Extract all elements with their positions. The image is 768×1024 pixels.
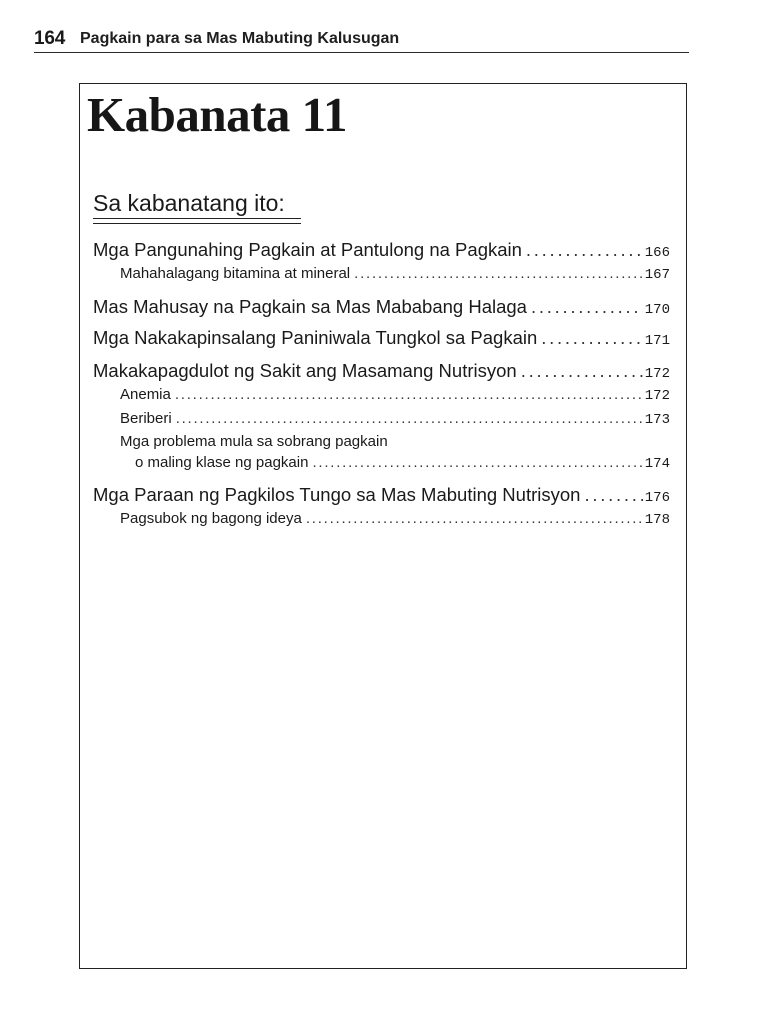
dot-leader	[531, 296, 643, 318]
toc-entry-label: Mga Pangunahing Pagkain at Pantulong na Pagkain	[93, 239, 522, 260]
toc-subentry-page: 174	[644, 456, 670, 472]
toc-subentry-page: 178	[644, 512, 670, 528]
toc-entry-label: Mga Nakakapinsalang Paniniwala Tungkol sa Pagkain	[93, 327, 538, 348]
chapter-box	[79, 83, 687, 969]
toc-entry[interactable]	[93, 239, 670, 263]
toc-entry[interactable]	[93, 484, 670, 508]
toc-subentry-label: Mahahalagang bitamina at mineral	[120, 265, 351, 282]
toc-subentry-page: 172	[644, 388, 670, 404]
toc-subentry-label: Beriberi	[120, 410, 172, 427]
toc-entry[interactable]	[93, 360, 670, 384]
dot-leader	[584, 484, 642, 506]
section-heading: Sa kabanatang ito:	[93, 190, 285, 216]
chapter-title: Kabanata 11	[87, 87, 347, 142]
toc-entry-page: 172	[644, 366, 670, 382]
dot-leader	[354, 265, 643, 282]
dot-leader	[306, 510, 643, 527]
toc-subentry[interactable]	[120, 386, 670, 406]
toc-subentry-page: 173	[644, 412, 670, 428]
toc-subentry[interactable]	[135, 454, 670, 474]
toc-entry[interactable]	[93, 296, 670, 320]
toc-entry[interactable]	[93, 327, 670, 351]
toc-entry-page: 166	[644, 245, 670, 261]
dot-leader	[526, 239, 643, 261]
toc-entry-label: Mga Paraan ng Pagkilos Tungo sa Mas Mabuting Nutrisyon	[93, 484, 581, 505]
toc-subentry-label: Pagsubok ng bagong ideya	[120, 510, 302, 527]
toc-subentry[interactable]	[120, 265, 670, 285]
toc-entry-page: 171	[644, 333, 670, 349]
toc-entry-page: 170	[644, 302, 670, 318]
dot-leader	[521, 360, 643, 382]
toc-subentry-label: Anemia	[120, 386, 171, 403]
toc-subentry[interactable]	[120, 410, 670, 430]
dot-leader	[175, 386, 643, 403]
dot-leader	[176, 410, 643, 427]
heading-double-rule	[93, 218, 301, 224]
toc-entry-label: Makakapagdulot ng Sakit ang Masamang Nutrisyon	[93, 360, 517, 381]
page-number: 164	[34, 28, 66, 49]
toc-subentry-label-line1: Mga problema mula sa sobrang pagkain	[120, 433, 388, 450]
toc-entry-page: 176	[644, 490, 670, 506]
toc-subentry[interactable]	[120, 510, 670, 530]
dot-leader	[541, 327, 643, 349]
toc-entry-label: Mas Mahusay na Pagkain sa Mas Mababang Halaga	[93, 296, 527, 317]
running-title: Pagkain para sa Mas Mabuting Kalusugan	[80, 30, 400, 47]
toc-subentry-page: 167	[644, 267, 670, 283]
toc-subentry-label: o maling klase ng pagkain	[135, 454, 309, 471]
dot-leader	[312, 454, 642, 471]
running-header	[34, 26, 689, 53]
